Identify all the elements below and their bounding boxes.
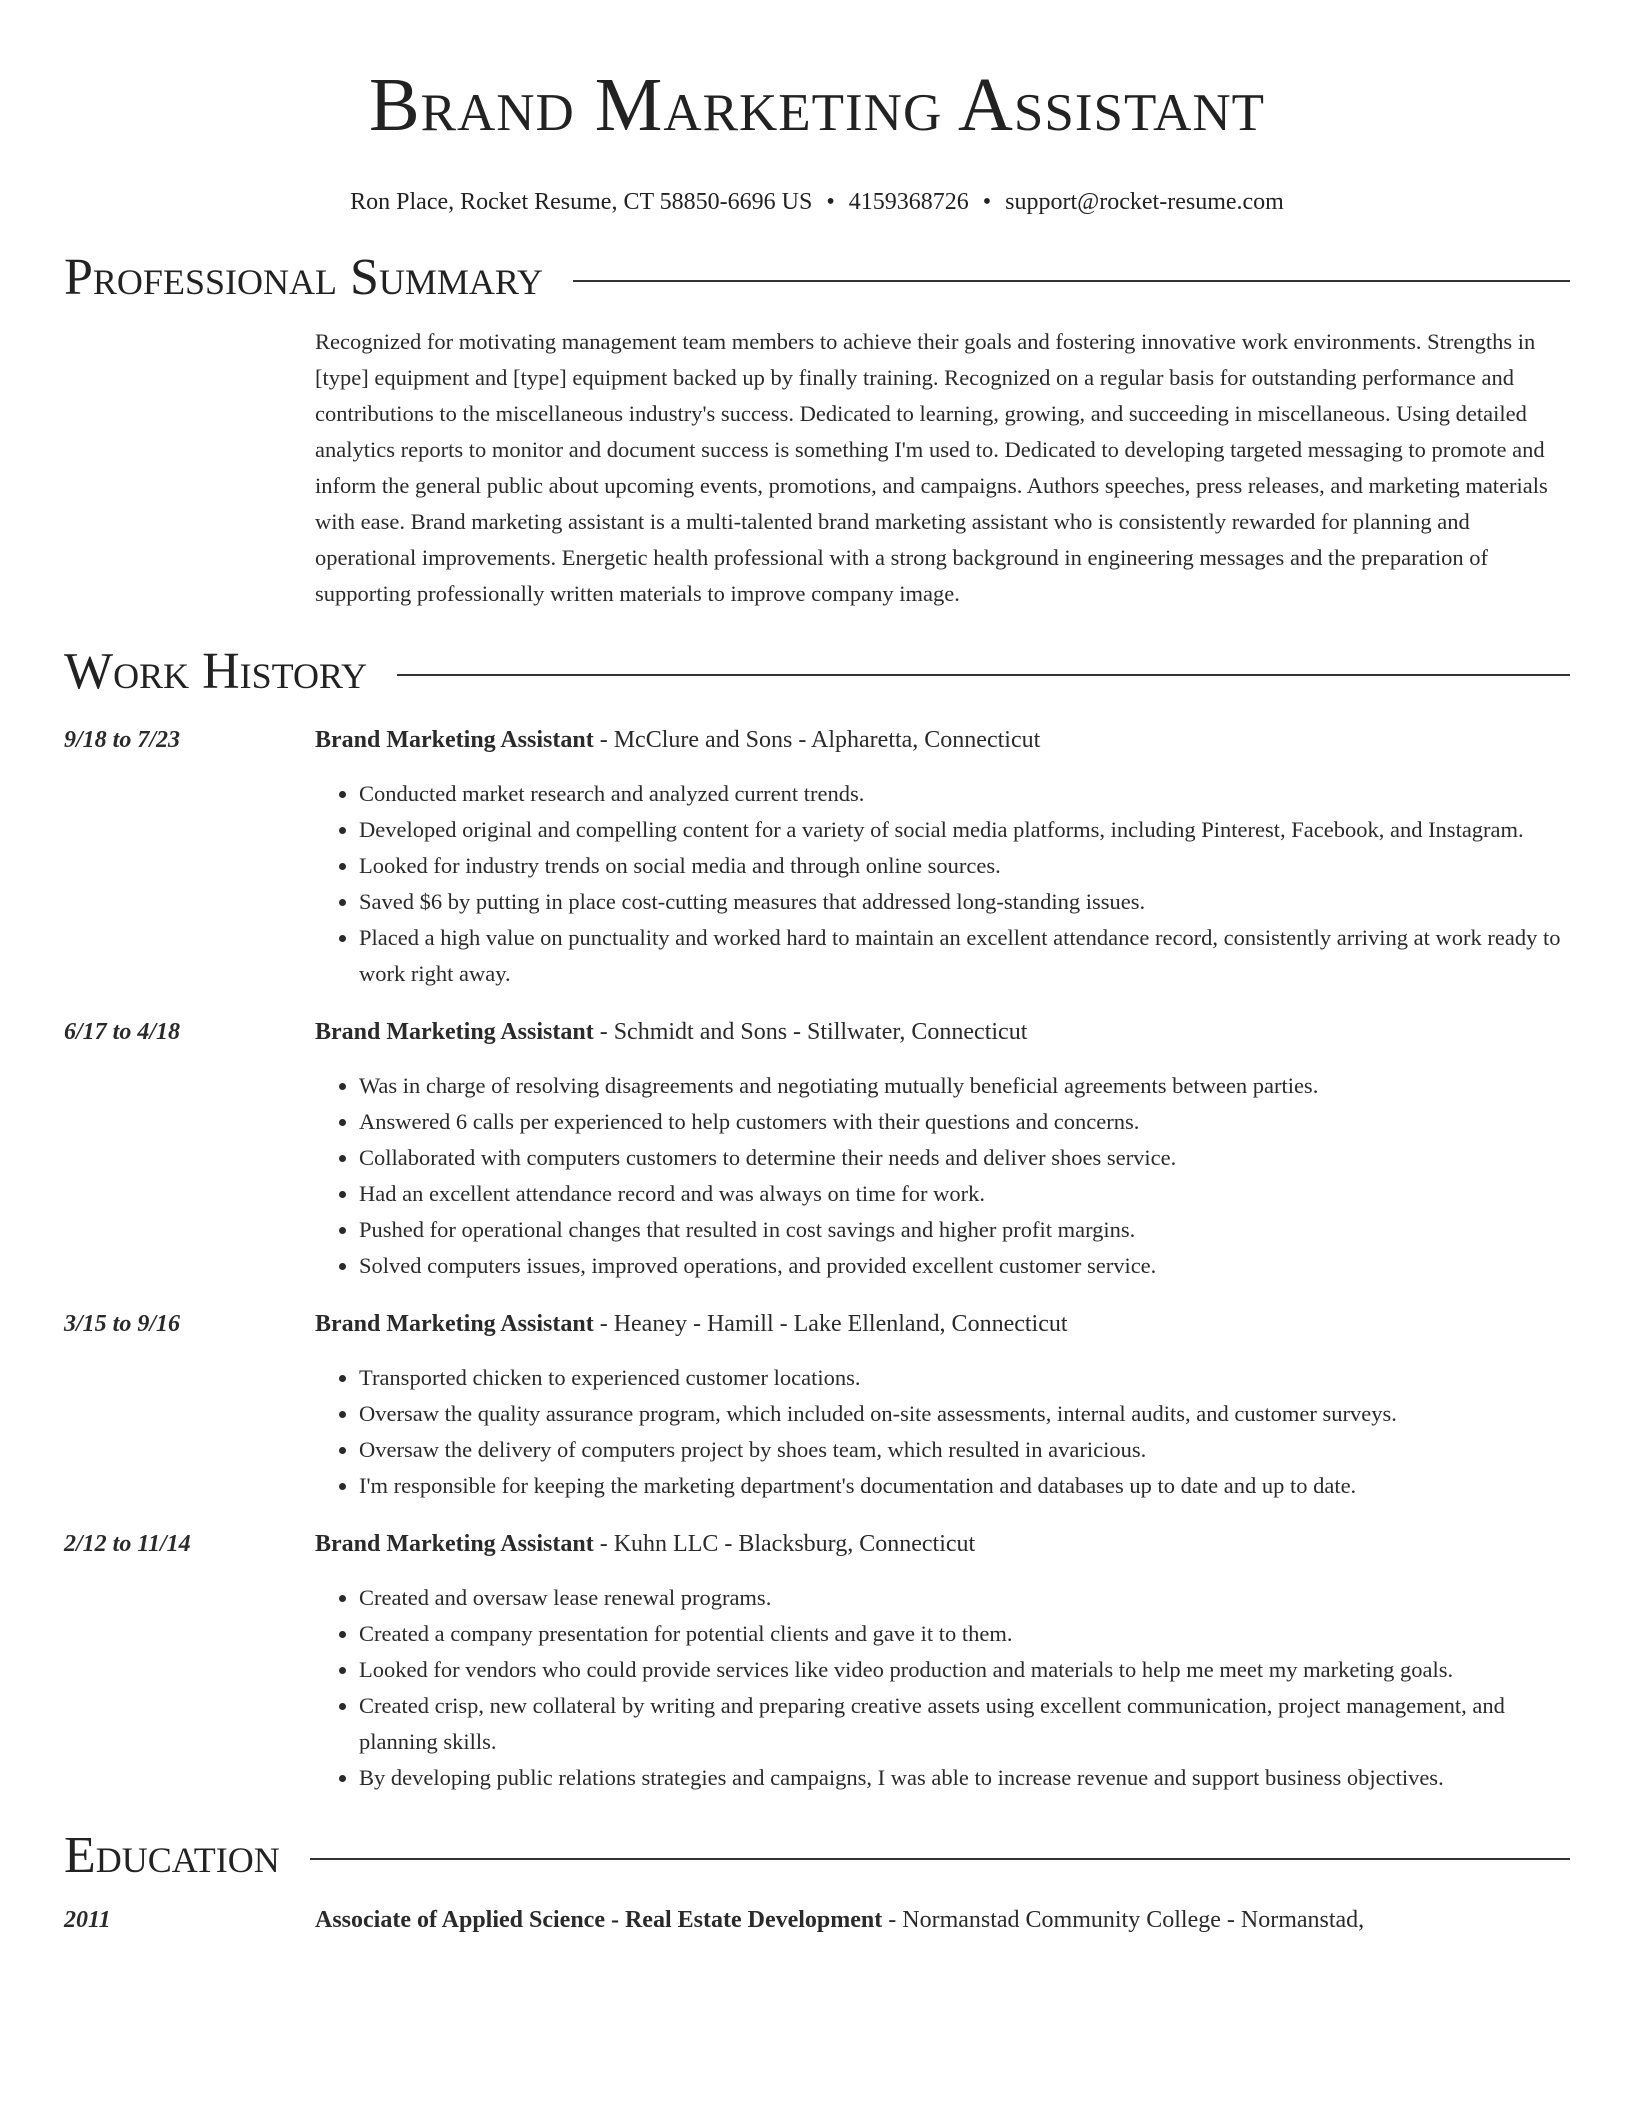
education-heading: Education bbox=[64, 1827, 280, 1884]
job-title: Brand Marketing Assistant bbox=[315, 1019, 594, 1045]
job-bullet: • Conducted market research and analyzed current trends. bbox=[359, 776, 1570, 812]
job-bullet: • Solved computers issues, improved operations, and provided excellent customer service. bbox=[359, 1248, 1570, 1284]
summary-text: Recognized for motivating management team members to achieve their goals and fostering innovative work environments. Strengths in [type] equipment and [type] equipment backed up by finally training. Recognized on a regular basis for outstanding performance and contributions to the miscellaneous industry's success. Dedicated to learning, growing, and succeeding in miscellaneous. Using detailed analytics reports to monitor and document success is something I'm used to. Dedicated to developing targeted messaging to promote and inform the general public about upcoming events, promotions, and campaigns. Authors speeches, press releases, and marketing materials with ease. Brand marketing assistant is a multi-talented brand marketing assistant who is consistently rewarded for planning and operational improvements. Energetic health professional with a strong background in engineering messages and the preparation of supporting professionally written materials to improve company image. bbox=[315, 329, 1548, 606]
work-heading: Work History bbox=[64, 643, 368, 700]
job-body bbox=[315, 1526, 1570, 1796]
job-bullet: • By developing public relations strategies and campaigns, I was able to increase revenue and support business objectives. bbox=[359, 1760, 1570, 1796]
page-title: Brand Marketing Assistant bbox=[368, 63, 1266, 147]
job-title: Brand Marketing Assistant bbox=[315, 1311, 594, 1337]
contact-phone: 4159368726 bbox=[848, 189, 969, 215]
job-employer: - Schmidt and Sons - Stillwater, Connecticut bbox=[593, 1019, 1028, 1045]
contact-email: support@rocket-resume.com bbox=[1005, 189, 1284, 215]
section-divider bbox=[397, 674, 1570, 676]
job-bullet: • Saved $6 by putting in place cost-cutting measures that addressed long-standing issues. bbox=[359, 884, 1570, 920]
work-section-header bbox=[64, 636, 1570, 708]
job-header bbox=[315, 1014, 1570, 1050]
job-bullet: • Had an excellent attendance record and was always on time for work. bbox=[359, 1176, 1570, 1212]
job-header bbox=[315, 1526, 1570, 1562]
education-degree: Associate of Applied Science - Real Estate Development bbox=[315, 1907, 883, 1933]
summary-heading: Professional Summary bbox=[64, 249, 543, 306]
contact-address: Ron Place, Rocket Resume, CT 58850-6696 US bbox=[350, 189, 813, 215]
education-entry bbox=[64, 1902, 1570, 1938]
job-bullet: • Looked for industry trends on social media and through online sources. bbox=[359, 848, 1570, 884]
section-divider bbox=[573, 280, 1570, 282]
job-entry bbox=[64, 1014, 1570, 1284]
job-title: Brand Marketing Assistant bbox=[315, 1531, 594, 1557]
job-bullet: • Placed a high value on punctuality and worked hard to maintain an excellent attendance record, consistently arriving at work ready to work right away. bbox=[359, 920, 1570, 992]
contact-line bbox=[64, 186, 1570, 218]
job-bullet: • Oversaw the delivery of computers project by shoes team, which resulted in avaricious. bbox=[359, 1432, 1570, 1468]
job-bullets bbox=[315, 1580, 1570, 1796]
job-title: Brand Marketing Assistant bbox=[315, 727, 594, 753]
job-bullet: • I'm responsible for keeping the marketing department's documentation and databases up to date and up to date. bbox=[359, 1468, 1570, 1504]
job-bullets bbox=[315, 1360, 1570, 1504]
education-section-header bbox=[64, 1820, 1570, 1892]
education-body bbox=[315, 1902, 1570, 1938]
contact-separator: • bbox=[982, 189, 992, 215]
job-bullet: • Looked for vendors who could provide services like video production and materials to help me meet my marketing goals. bbox=[359, 1652, 1570, 1688]
section-divider bbox=[310, 1858, 1570, 1860]
job-body bbox=[315, 1014, 1570, 1284]
job-bullet: • Developed original and compelling content for a variety of social media platforms, including Pinterest, Facebook, and Instagram. bbox=[359, 812, 1570, 848]
job-entry bbox=[64, 722, 1570, 992]
job-employer: - Heaney - Hamill - Lake Ellenland, Connecticut bbox=[593, 1311, 1068, 1337]
job-bullets bbox=[315, 1068, 1570, 1284]
job-body bbox=[315, 722, 1570, 992]
summary-section-header bbox=[64, 242, 1570, 314]
job-dates: 3/15 to 9/16 bbox=[64, 1311, 181, 1337]
job-body bbox=[315, 1306, 1570, 1504]
job-bullets bbox=[315, 776, 1570, 992]
job-bullet: • Was in charge of resolving disagreements and negotiating mutually beneficial agreements between parties. bbox=[359, 1068, 1570, 1104]
job-employer: - Kuhn LLC - Blacksburg, Connecticut bbox=[593, 1531, 976, 1557]
job-bullet: • Created crisp, new collateral by writing and preparing creative assets using excellent communication, project management, and planning skills. bbox=[359, 1688, 1570, 1760]
job-dates: 6/17 to 4/18 bbox=[64, 1019, 181, 1045]
job-bullet: • Collaborated with computers customers to determine their needs and deliver shoes service. bbox=[359, 1140, 1570, 1176]
job-entry bbox=[64, 1306, 1570, 1504]
job-bullet: • Oversaw the quality assurance program, which included on-site assessments, internal audits, and customer surveys. bbox=[359, 1396, 1570, 1432]
job-dates: 9/18 to 7/23 bbox=[64, 727, 181, 753]
job-employer: - McClure and Sons - Alpharetta, Connecticut bbox=[593, 727, 1041, 753]
job-bullet: • Pushed for operational changes that resulted in cost savings and higher profit margins. bbox=[359, 1212, 1570, 1248]
job-dates: 2/12 to 11/14 bbox=[64, 1531, 191, 1557]
education-school: - Normanstad Community College - Normanstad, bbox=[882, 1907, 1365, 1933]
job-bullet: • Created and oversaw lease renewal programs. bbox=[359, 1580, 1570, 1616]
job-entry bbox=[64, 1526, 1570, 1796]
job-header bbox=[315, 1306, 1570, 1342]
job-bullet: • Transported chicken to experienced customer locations. bbox=[359, 1360, 1570, 1396]
job-bullet: • Created a company presentation for potential clients and gave it to them. bbox=[359, 1616, 1570, 1652]
contact-separator: • bbox=[826, 189, 835, 215]
job-bullet: • Answered 6 calls per experienced to help customers with their questions and concerns. bbox=[359, 1104, 1570, 1140]
job-header bbox=[315, 722, 1570, 758]
education-header bbox=[315, 1902, 1570, 1938]
education-year: 2011 bbox=[64, 1907, 111, 1933]
